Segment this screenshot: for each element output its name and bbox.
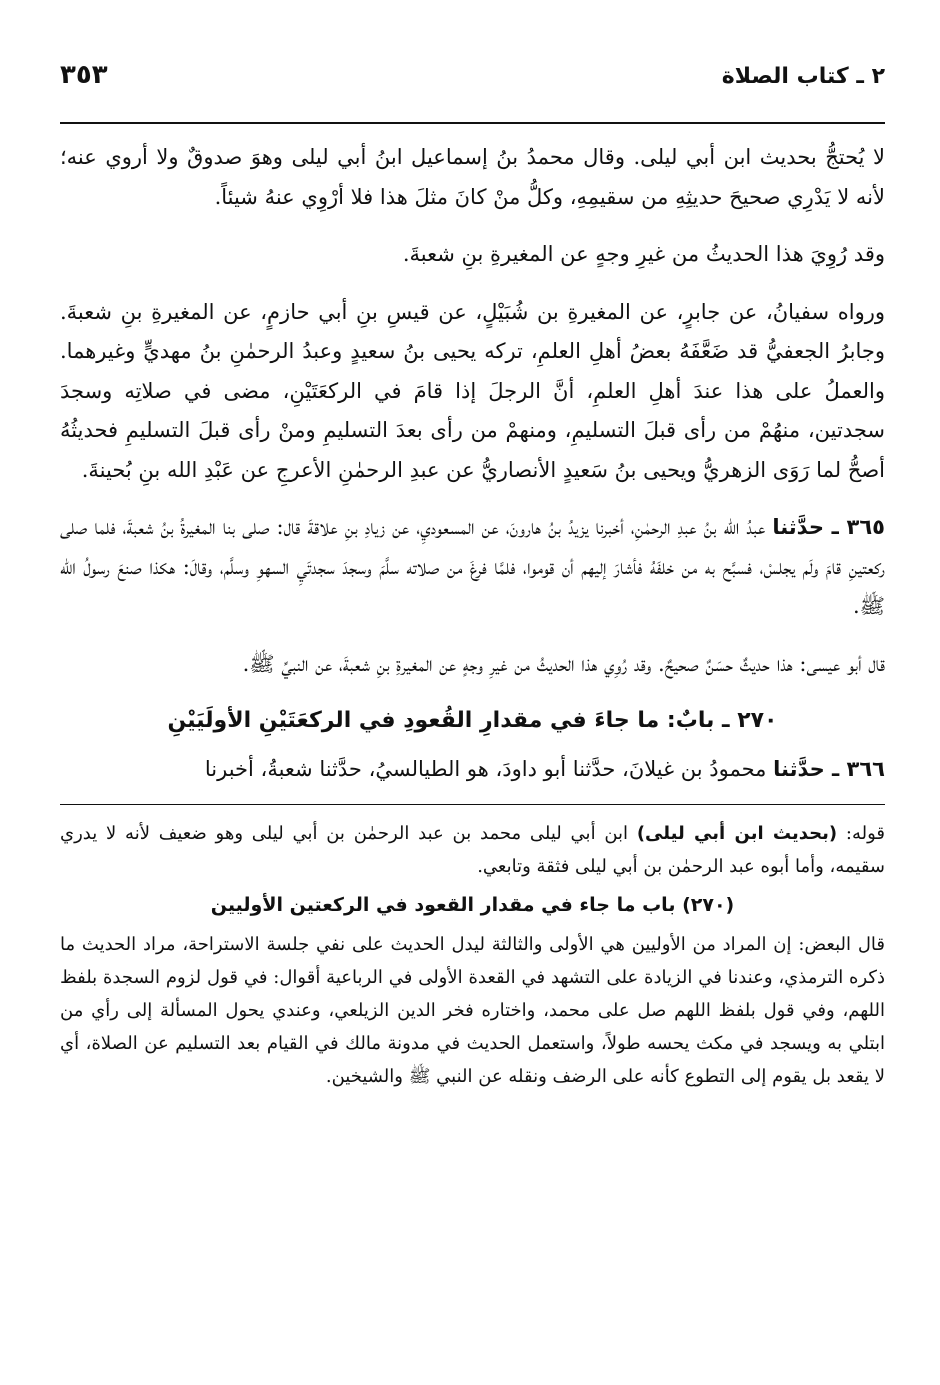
note-title: (٢٧٠) باب ما جاء في مقدار القعود في الركعتين الأوليين <box>210 893 735 916</box>
running-head <box>60 60 885 110</box>
hadith-number: ٣٦٦ ـ حدَّثنا <box>773 757 885 781</box>
main-text <box>60 138 885 790</box>
hadith-365 <box>60 508 885 627</box>
hadith-text: عبدُ الله بنُ عبدِ الرحمٰنِ، أخبرنا يزيدُ بنُ هارونَ، عن المسعوديِ، عن زيادِ بنِ علاقةَ قال: صلى بنا المغيرةُ بنُ شعبةَ، فلما صلى ركعتينِ قامَ ولَم يجلسْ، فسبَّح به من خلفَهُ فأشارَ إليهم أن قوموا، فلمَّا فرغَ من صلاته سلَّمَ وسجدَ سجدتَيِ السهوِ وسلَّم، وقالَ: هكذا صنعَ رسولُ الله ﷺ. <box>60 515 885 618</box>
footnote-rule <box>60 804 885 805</box>
book-title: ٢ ـ كتاب الصلاة <box>721 64 885 89</box>
paragraph: ورواه سفيانُ، عن جابرٍ، عن المغيرةِ بن شُبَيْلٍ، عن قيسِ بنِ أبي حازمٍ، عن المغيرةِ بنِ شعبةَ. وجابرُ الجعفيُّ قد ضَعَّفَهُ بعضُ أهلِ العلمِ، تركه يحيى بنُ سعيدٍ وعبدُ الرحمٰنِ بنُ مهديٍّ وغيرهما. والعملُ على هذا عندَ أهلِ العلمِ، أنَّ الرجلَ إذا قامَ في الركعَتَيْنِ، مضى في صلاتِه وسجدَ سجدتين، منهُمْ من رأى قبلَ التسليمِ، ومنهمْ من رأى بعدَ التسليمِ ومنْ رأى قبلَ التسليمِ فحديثُهُ أصحُّ لما رَوَى الزهريُّ ويحيى بنُ سَعيدٍ الأنصاريُّ عن عبدِ الرحمٰنِ الأعرجِ عن عَبْدِ الله بنِ بُحينةَ. <box>60 299 885 482</box>
paragraph: وقد رُوِيَ هذا الحديثُ من غيرِ وجهٍ عن المغيرةِ بنِ شعبةَ. <box>402 242 885 266</box>
chapter-title: ٢٧٠ ـ بابٌ: ما جاءَ في مقدارِ القُعودِ في الركعَتَيْنِ الأولَيَيْنِ <box>167 708 778 733</box>
paragraph: لا يُحتجُّ بحديث ابن أبي ليلى. وقال محمدُ بنُ إسماعيل ابنُ أبي ليلى وهوَ صدوقٌ ولا أروي عنه؛ لأنه لا يَدْرِي صحيحَ حديثِهِ من سقيمِهِ، وكلُّ منْ كانَ مثلَ هذا فلا أرْوِي عنهُ شيئاً. <box>60 145 885 209</box>
note <box>60 817 885 883</box>
note-prefix: قوله: <box>837 822 885 844</box>
hadith-366 <box>60 750 885 790</box>
note-text: ابن أبي ليلى محمد بن عبد الرحمٰن بن أبي ليلى وهو ضعيف لأنه لا يدري سقيمه، وأما أبوه عبد الرحمٰن بن أبي ليلى فثقة وتابعي. <box>60 822 885 877</box>
note-lemma: (بحديث ابن أبي ليلى) <box>636 822 838 844</box>
page <box>60 60 885 1099</box>
hadith-text: محمودُ بن غيلانَ، حدَّثنا أبو داودَ، هو الطيالسيُ، حدَّثنا شعبةُ، أخبرنا <box>204 757 774 781</box>
footnotes <box>60 817 885 1093</box>
page-number: ٣٥٣ <box>60 60 108 90</box>
note: قال البعض: إن المراد من الأوليين هي الأولى والثالثة ليدل الحديث على نفي جلسة الاستراحة، مراد الحديث ما ذكره الترمذي، وعندنا في الزيادة على التشهد في القعدة الأولى في الرباعية أقوال: في قول لزوم السجدة بلفظ اللهم، وفي قول بلفظ اللهم صل على محمد، واختاره فخر الدين الزيلعي، وعندي يحول المسألة إلى رأي من ابتلي به ويسجد في مكث يحسه طولاً، واستعمل الحديث في مدونة مالك في القيام بعد التسليم عن الصلاة، أي لا يقعد بل يقوم إلى التطوع كأنه على الرضف ونقله عن النبي ﷺ والشيخين. <box>60 933 885 1087</box>
header-rule <box>60 122 885 124</box>
paragraph: قال أبو عيسى: هذا حديثٌ حسَنٌ صحيحٌ. وقد رُوِي هذا الحديثُ من غيرِ وجهٍ عن المغيرةِ بنِ شعبةَ، عن النبيِّ ﷺ. <box>242 651 885 676</box>
hadith-number: ٣٦٥ ـ حدَّثنا <box>772 515 885 539</box>
